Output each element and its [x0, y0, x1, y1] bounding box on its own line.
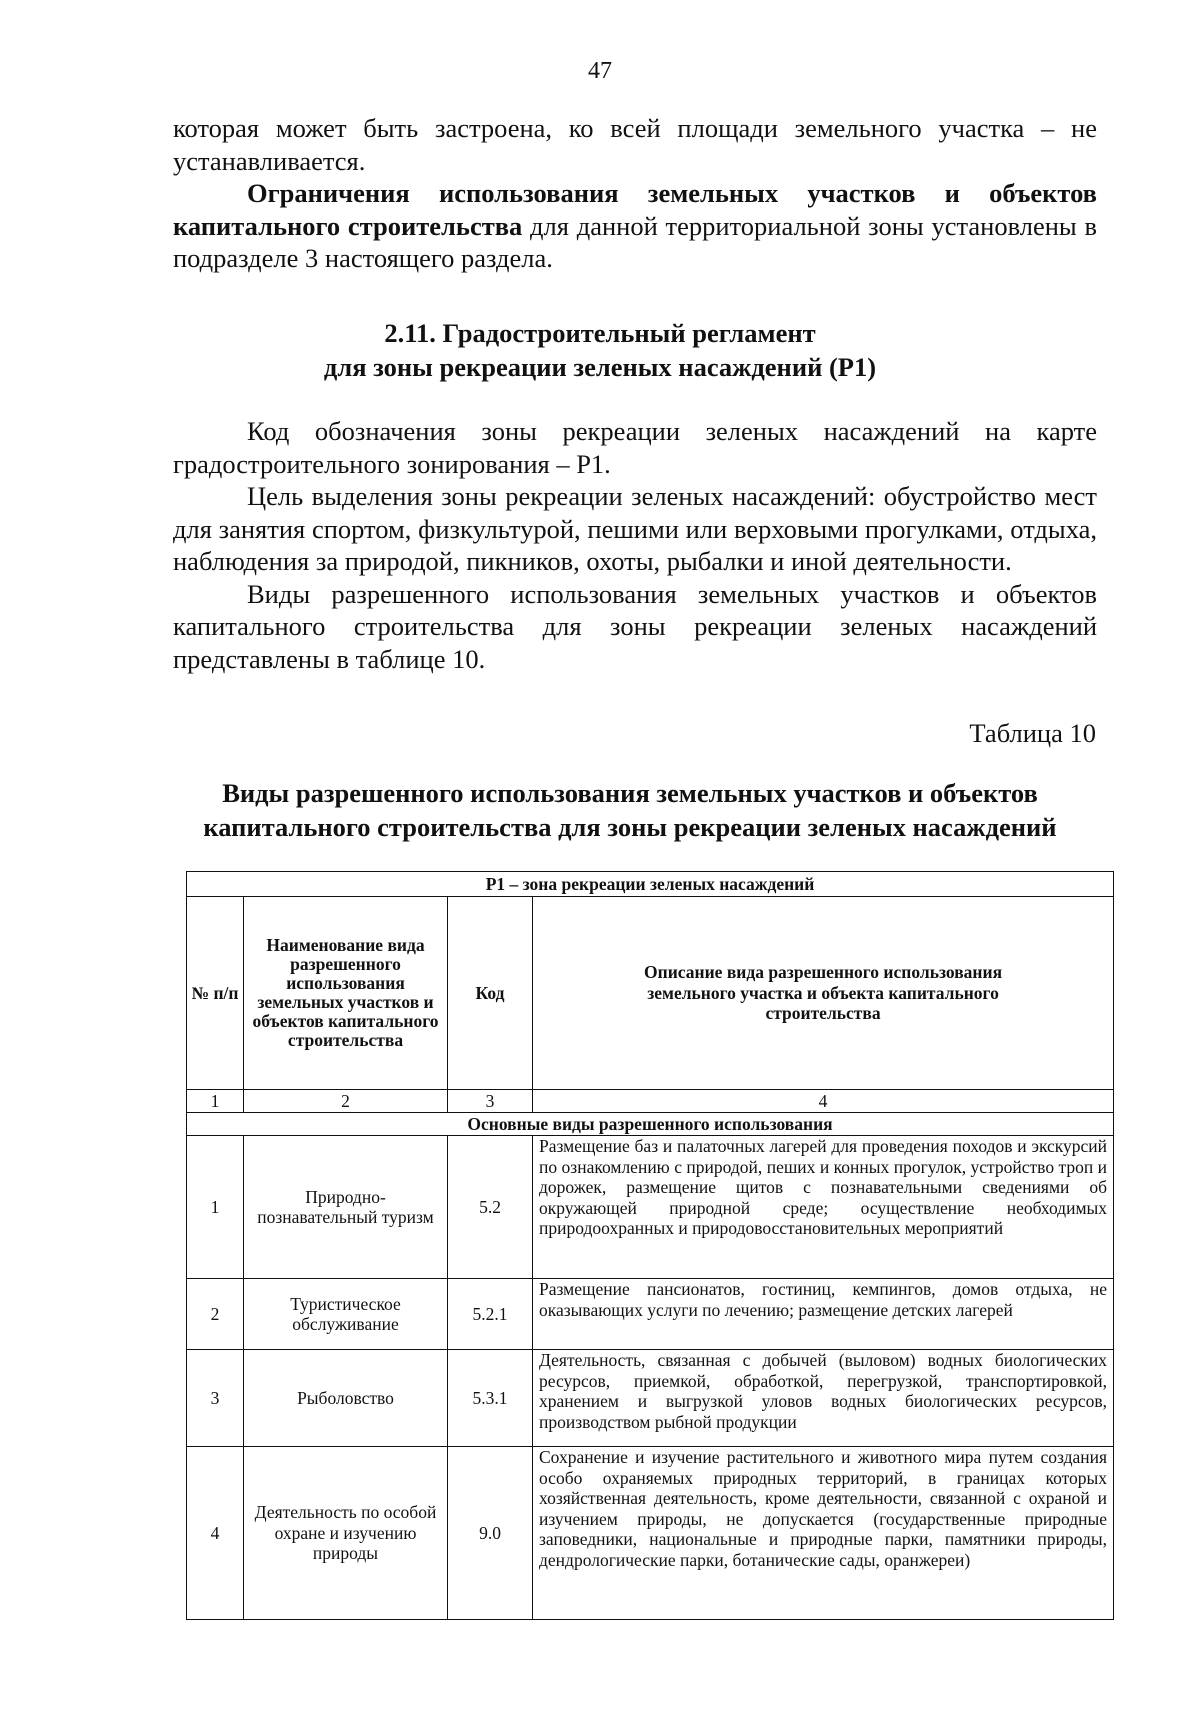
column-header-row: [187, 897, 1114, 1090]
row-description: Сохранение и изучение растительного и животного мира путем создания особо охраняемых природных территорий, в границах которых хозяйственная деятельность, кроме деятельности, связанной с охраной и изучением природы, не допускается (государственные природные заповедники, национальные и природные парки, памятники природы, дендрологические парки, ботанические сады, оранжереи): [533, 1447, 1114, 1620]
row-name: Природно-познавательный туризм: [244, 1136, 448, 1279]
group-header-row: [187, 1113, 1114, 1136]
row-number: 2: [187, 1279, 244, 1350]
table-label: Таблица 10: [969, 718, 1096, 748]
row-description: Размещение баз и палаточных лагерей для проведения походов и экскурсий по ознакомлению с природой, пеших и конных прогулок, устройство троп и дорожек, размещение щитов с познавательными сведениями об окружающей природной среде; осуществление необходимых природоохранных и природовосстановительных мероприятий: [533, 1136, 1114, 1279]
section-heading: [0, 316, 1200, 384]
table-title: [150, 776, 1110, 844]
column-number: 3: [448, 1090, 533, 1113]
zone-code-paragraph: Код обозначения зоны рекреации зеленых насаждений на карте градостроительного зонирования – Р1.: [173, 416, 1097, 479]
column-number: 2: [244, 1090, 448, 1113]
section-heading-line1: 2.11. Градостроительный регламент: [384, 318, 816, 348]
row-description: Размещение пансионатов, гостиниц, кемпингов, домов отдыха, не оказывающих услуги по лечению; размещение детских лагерей: [533, 1279, 1114, 1350]
zone-purpose-paragraph: Цель выделения зоны рекреации зеленых насаждений: обустройство мест для занятия спортом, физкультурой, пешими или верховыми прогулками, отдыха, наблюдения за природой, пикников, охоты, рыбалки и иной деятельности.: [173, 481, 1097, 576]
row-number: 4: [187, 1447, 244, 1620]
intro-text: [173, 112, 1097, 275]
land-use-table: [186, 871, 1114, 1620]
column-number-row: [187, 1090, 1114, 1113]
zone-header-cell: Р1 – зона рекреации зеленых насаждений: [187, 872, 1114, 897]
table-row: [187, 1447, 1114, 1620]
table-title-line1: Виды разрешенного использования земельных участков и объектов: [222, 778, 1038, 808]
row-number: 3: [187, 1350, 244, 1447]
section-heading-line2: для зоны рекреации зеленых насаждений (Р1): [323, 352, 877, 382]
group-header-cell: Основные виды разрешенного использования: [187, 1113, 1114, 1136]
row-code: 5.3.1: [448, 1350, 533, 1447]
page-number: 47: [588, 58, 612, 84]
row-description: Деятельность, связанная с добычей (выловом) водных биологических ресурсов, приемкой, обработкой, перегрузкой, транспортировкой, хранением и выгрузкой уловов водных биологических ресурсов, производством рыбной продукции: [533, 1350, 1114, 1447]
row-name: Деятельность по особой охране и изучению природы: [244, 1447, 448, 1620]
table-row: [187, 1350, 1114, 1447]
column-number: 1: [187, 1090, 244, 1113]
zone-header-row: [187, 872, 1114, 897]
table-reference-paragraph: Виды разрешенного использования земельных участков и объектов капитального строительства для зоны рекреации зеленых насаждений представлены в таблице 10.: [173, 578, 1097, 674]
intro-paragraph: которая может быть застроена, ко всей площади земельного участка – не устанавливается.: [173, 113, 1097, 176]
restrictions-paragraph: [173, 177, 1097, 275]
restrictions-bold-text: Ограничения использования земельных участков и объектов капитального строительства: [173, 178, 1097, 241]
row-number: 1: [187, 1136, 244, 1279]
restrictions-text: для данной территориальной зоны установлены в подразделе 3 настоящего раздела.: [173, 210, 1097, 273]
row-code: 9.0: [448, 1447, 533, 1620]
row-code: 5.2: [448, 1136, 533, 1279]
table-title-line2: капитального строительства для зоны рекреации зеленых насаждений: [203, 812, 1057, 842]
table-row: [187, 1279, 1114, 1350]
header-code: Код: [448, 897, 533, 1090]
header-description: Описание вида разрешенного использования земельного участка и объекта капитального строительства: [533, 897, 1114, 1090]
body-text: [173, 415, 1097, 675]
table-row: [187, 1136, 1114, 1279]
row-name: Рыболовство: [244, 1350, 448, 1447]
column-number: 4: [533, 1090, 1114, 1113]
row-name: Туристическое обслуживание: [244, 1279, 448, 1350]
row-code: 5.2.1: [448, 1279, 533, 1350]
header-name: Наименование вида разрешенного использования земельных участков и объектов капитального строительства: [244, 897, 448, 1090]
header-num: № п/п: [187, 897, 244, 1090]
